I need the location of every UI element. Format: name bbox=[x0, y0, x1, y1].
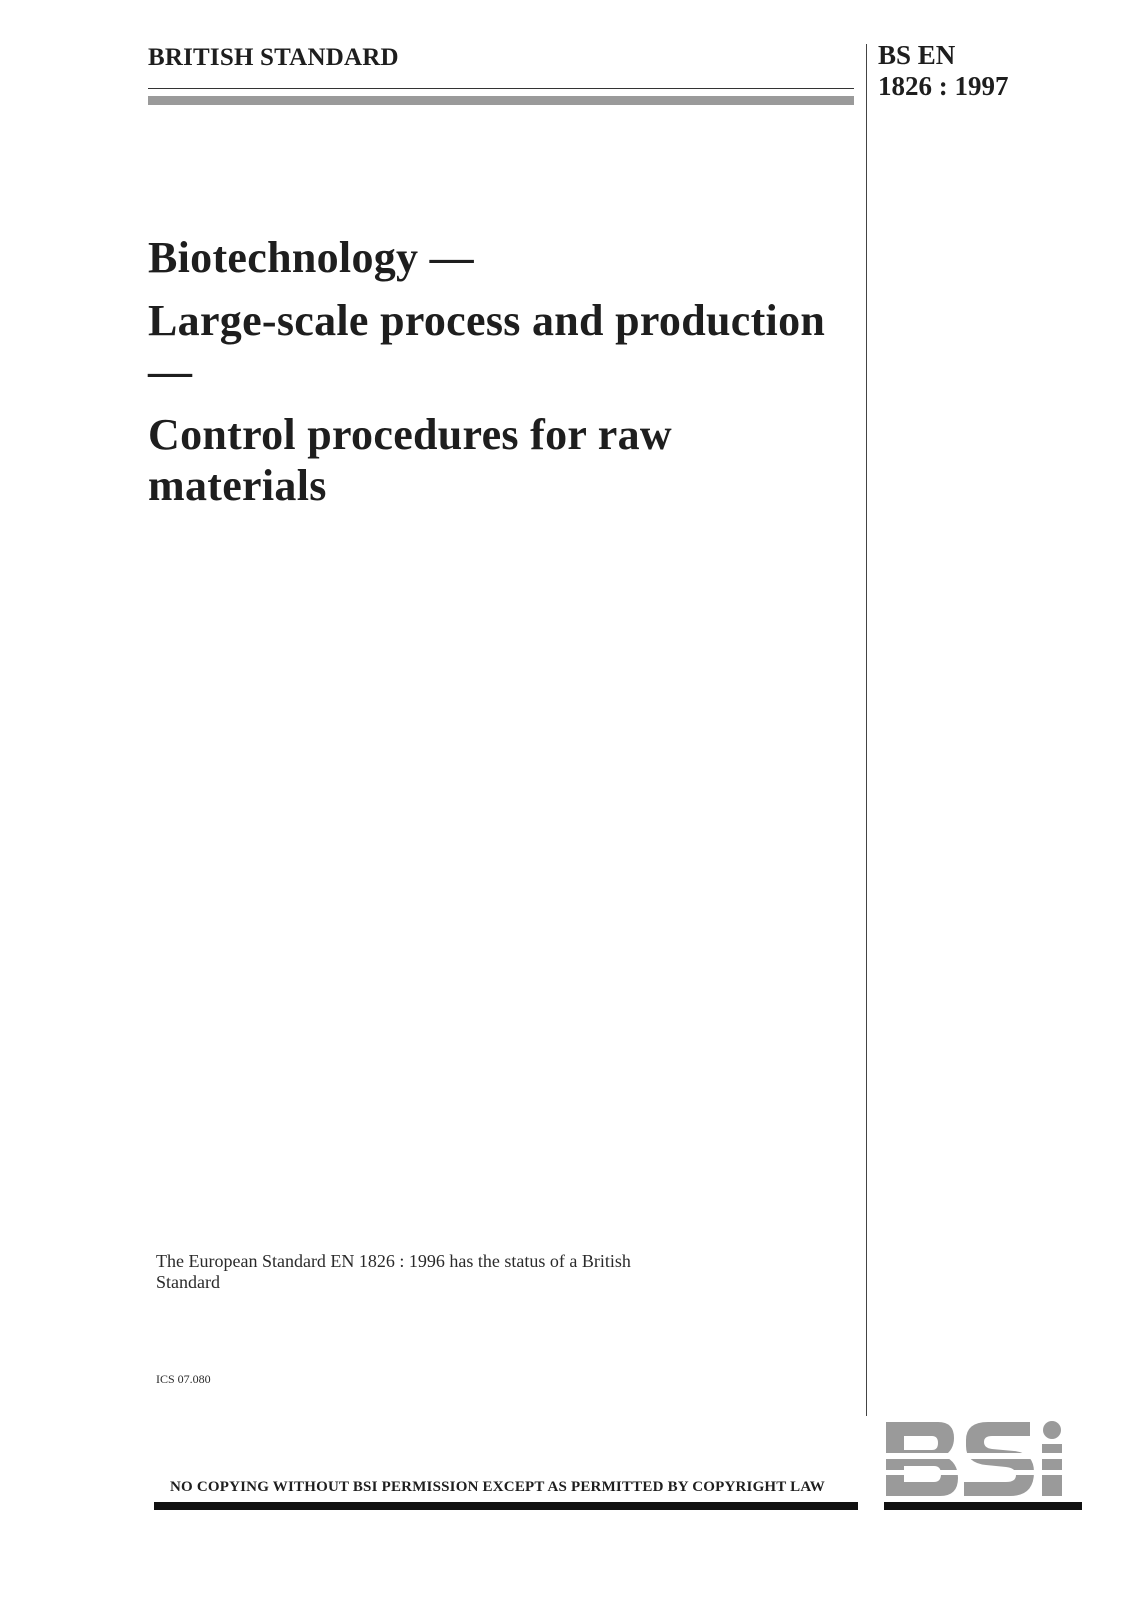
standard-number-line2: 1826 : 1997 bbox=[878, 71, 1009, 101]
header-thin-rule bbox=[148, 88, 854, 89]
bsi-logo bbox=[884, 1420, 1082, 1510]
vertical-divider bbox=[866, 44, 867, 1416]
standard-number bbox=[878, 40, 1009, 102]
ics-code: ICS 07.080 bbox=[156, 1372, 211, 1386]
document-type-label: BRITISH STANDARD bbox=[148, 44, 399, 71]
status-statement: The European Standard EN 1826 : 1996 has the status of a British Standard bbox=[156, 1251, 631, 1292]
bsi-logo-underline bbox=[884, 1502, 1082, 1510]
header-thick-rule bbox=[148, 96, 854, 105]
title-line-2: Large-scale process and production — bbox=[148, 296, 826, 396]
standard-number-line1: BS EN bbox=[878, 40, 956, 70]
footer-rule bbox=[154, 1502, 858, 1510]
copyright-notice: NO COPYING WITHOUT BSI PERMISSION EXCEPT AS PERMITTED BY COPYRIGHT LAW bbox=[170, 1479, 825, 1495]
document-title bbox=[148, 232, 848, 523]
title-line-1: Biotechnology — bbox=[148, 233, 474, 282]
title-line-3: Control procedures for raw materials bbox=[148, 410, 672, 510]
